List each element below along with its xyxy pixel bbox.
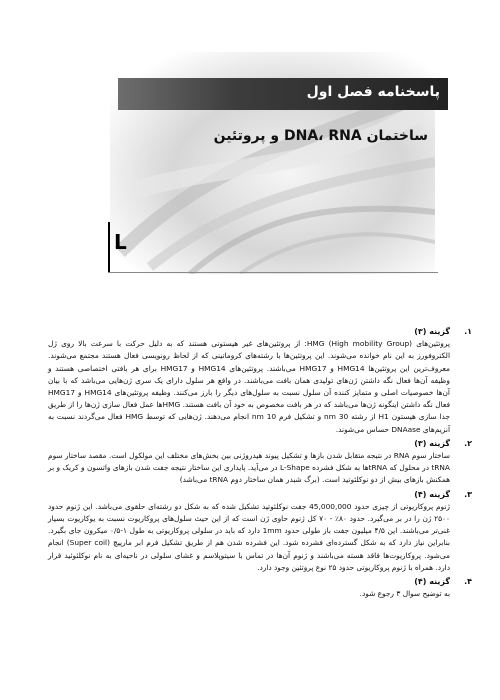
chapter-title: ساختمان DNA، RNA و پروتئین — [213, 128, 428, 144]
question-number: ۲. — [464, 438, 472, 448]
answer-explanation: ساختار سوم RNA در نتیجه متقابل شدن بازها و تشکیل پیوند هیدروژنی بین بخش‌های مختلف این مولکول است. مقصد ساختار سوم tRNA در محلول که tRNAها به شکل فشرده L-Shape در می‌آید. پایداری این ساختار نتیجه جفت شدن بازهای واتسون و کریک و بر همکنش بازهای بیش از دو نوکلئوتید است. (برگ شبدر همان ساختار دوم tRNA می‌باشد) — [48, 451, 450, 485]
answer-explanation: به توضیح سوال ۳ رجوع شود. — [359, 589, 450, 599]
answer-option: گزینه (۳) — [414, 327, 450, 336]
corner-letter: L — [114, 230, 127, 254]
corner-divider — [108, 272, 438, 273]
answer-explanation: ژنوم پروکاریوتی از چیزی حدود 45,000,000 جفت نوکلئوتید تشکیل شده که به شکل دو رشته‌ای حلقوی می‌باشد. این ژنوم حدود ۲۵۰۰ ژن را در بر می‌گیرد. حدود ۸۰٪ - ۷۰ کل ژنوم حاوی ژن است که از این حیث سلول‌های پروکاریوت نسبت به یوکاریوت بسیار غنی‌تر می‌باشند. این ۴/۵ میلیون جفت باز طولی حدود 1mm دارد که باید در سلولی پروکاریوتی به طول ۱-۰/۵ میکرون جای بگیرد. بنابراین نیاز دارد که به شکل گسترده‌ای فشرده شود. این فشرده شدن هم از طریق تشکیل فرم ابر مارپیچ (Super coil) انجام می‌شود. پروکاریوت‌ها فاقد هسته می‌باشند و ژنوم آن‌ها در تماس با سیتوپلاسم و غشای سلولی در ناحیه‌ای به نام نوکلئوئید قرار دارد. همراه با ژنوم پروکاریوتی حدود ۲۵ نوع پروتئین وجود دارد. — [48, 501, 451, 572]
answer-option: گزینه (۴) — [414, 577, 450, 587]
answer-option: گزینه (۳) — [414, 438, 450, 448]
answer-key-title: پاسخنامه فصل اول — [306, 84, 440, 100]
chapter-header-bar — [118, 78, 448, 110]
question-number: ۱. — [464, 327, 472, 336]
question-item — [48, 576, 472, 600]
question-item — [48, 438, 472, 487]
answers-content — [48, 326, 472, 600]
question-number: ۳. — [464, 489, 472, 499]
question-item — [48, 489, 472, 574]
answer-explanation: پروتئین‌های HMG (High mobility Group): از پروتئین‌های غیر هیستونی هستند که به دلیل حرکت با سرعت بالا روی ژل الکتروفورز به این نام خوانده می‌شوند. این پروتئین‌ها با رشته‌های کروماتینی که از لحاظ رونویسی فعال هستند مجتمع می‌شوند. معروف‌ترین این پروتئین‌ها HMG14 و HMG17 می‌باشند. پروتئین‌های HMG14 و HMG17 برای هر بافتی اختصاصی هستند و وظیفه آن‌ها فعال نگه داشتن ژن‌های تولیدی همان بافت می‌باشند. در واقع هر سلول دارای یک سری ژن‌هایی می‌باشد که با بیان آن‌ها خصوصیات اصلی و متمایز کننده آن سلول نسبت به سلول‌های دیگر را بارز می‌کنند. وظیفه پروتئین‌های HMG14 و HMG17 فعال نگه داشتن اینگونه ژن‌ها می‌باشد که در هر بافت مخصوص به خود آن بافت هستند. HMGها عمل فعال سازی ژن‌ها را از طریق جدا سازی هیستون H1 از رشته 30 nm و تشکیل فرم 10 nm انجام می‌دهند. ژن‌هایی که توسط HMG فعال می‌گردند نسبت به آنزیم‌های DNAase حساس می‌شوند. — [48, 339, 450, 434]
answer-option: گزینه (۴) — [414, 489, 450, 499]
question-number: ۴. — [464, 577, 472, 587]
question-item — [48, 326, 472, 436]
